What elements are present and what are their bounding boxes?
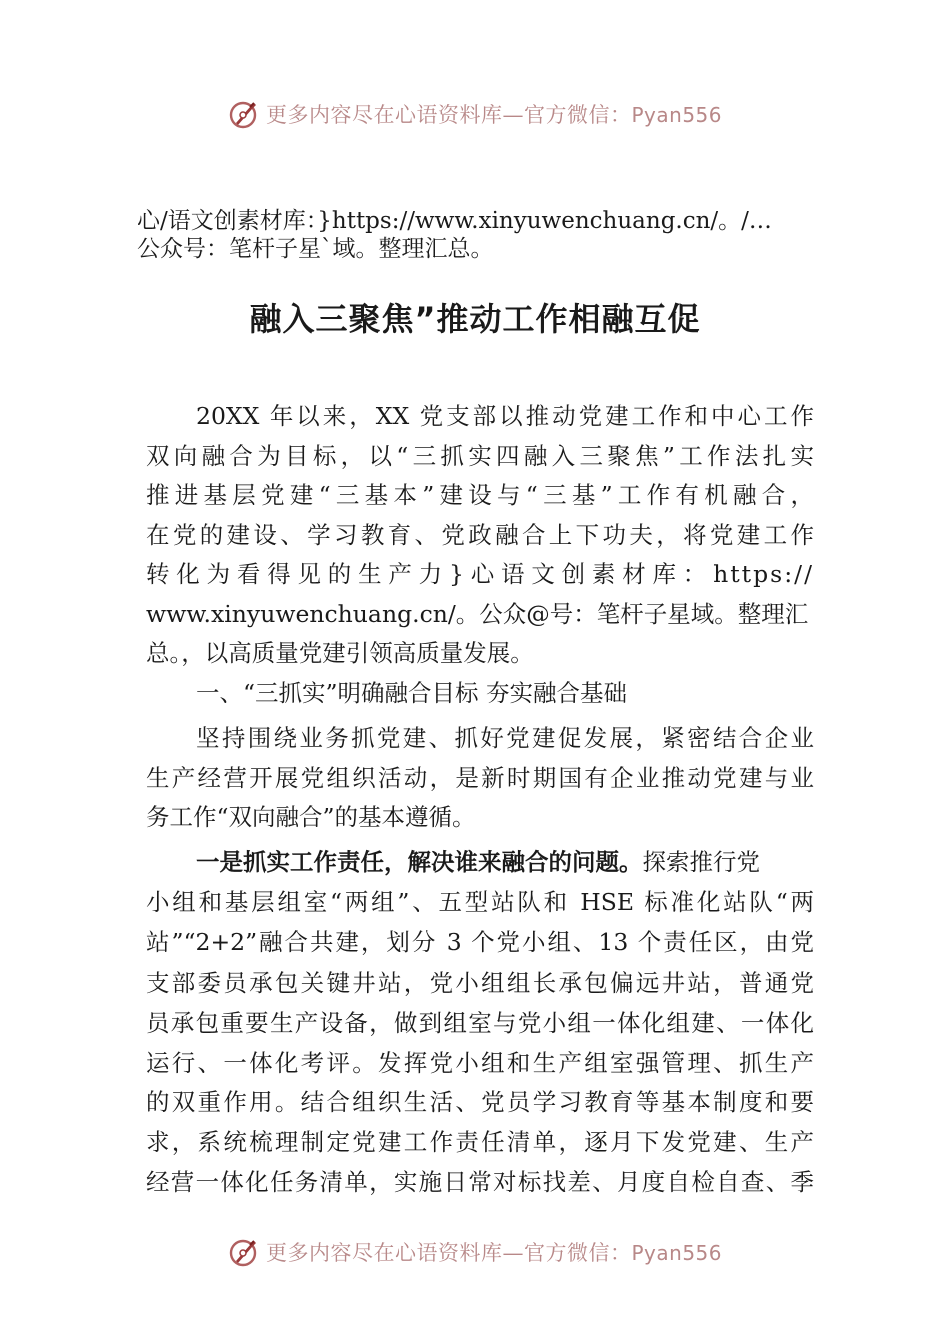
lead-line-rest: 探索推行党 (642, 848, 760, 876)
paragraph-line-with-lead (196, 842, 814, 882)
paragraph-line: 站”“2+2”融合共建，划分 3 个党小组、13 个责任区，由党 (146, 928, 814, 956)
paragraph-line: 运行、一体化考评。发挥党小组和生产组室强管理、抓生产 (146, 1049, 814, 1077)
wechat-handle: Pyan556 (631, 1241, 722, 1265)
paragraph-line: 转化为看得见的生产力}心语文创素材库：https:// (146, 560, 814, 588)
paragraph-line: 员承包重要生产设备，做到组室与党小组一体化组建、一体化 (146, 1009, 814, 1037)
paragraph-line: 求，系统梳理制定党建工作责任清单，逐月下发党建、生产 (146, 1128, 814, 1156)
section-heading: 一、“三抓实”明确融合目标 夯实融合基础 (196, 679, 627, 707)
paragraph-line: 小组和基层组室“两组”、五型站队和 HSE 标准化站队“两 (146, 888, 814, 916)
paragraph-line: 推进基层党建“三基本”建设与“三基”工作有机融合， (146, 481, 814, 509)
paragraph-line: 双向融合为目标，以“三抓实四融入三聚焦”工作法扎实 (146, 442, 814, 470)
banner-text: 更多内容尽在心语资料库—官方微信：Pyan556 (265, 103, 722, 127)
paragraph-line: 支部委员承包关键井站，党小组组长承包偏远井站，普通党 (146, 969, 814, 997)
paragraph-line: 总。，以高质量党建引领高质量发展。 (146, 639, 534, 667)
paragraph-line: www.xinyuwenchuang.cn/。公众@号：笔杆子星域。整理汇 (146, 600, 809, 628)
source-line-2: 公众号：笔杆子星`域。整理汇总。 (137, 236, 494, 262)
document-title: 融入三聚焦”推动工作相融互促 (249, 300, 701, 338)
banner-text: 更多内容尽在心语资料库—官方微信：Pyan556 (265, 1241, 722, 1265)
wechat-handle: Pyan556 (631, 103, 722, 127)
paragraph-line: 坚持围绕业务抓党建、抓好党建促发展，紧密结合企业 (196, 724, 814, 752)
paragraph-line: 在党的建设、学习教育、党政融合上下功夫，将党建工作 (146, 521, 814, 549)
paragraph-line: 经营一体化任务清单，实施日常对标找差、月度自检自查、季 (146, 1168, 814, 1196)
bold-lead-text: 一是抓实工作责任，解决谁来融合的问题。 (196, 848, 643, 876)
header-banner (0, 94, 950, 134)
footer-banner (0, 1232, 950, 1272)
pen-logo-icon (228, 1235, 262, 1269)
source-line-1: 心/语文创素材库：}https://www.xinyuwenchuang.cn/。/… (137, 208, 772, 234)
pen-logo-icon (228, 97, 262, 131)
paragraph-line: 生产经营开展党组织活动，是新时期国有企业推动党建与业 (146, 764, 814, 792)
paragraph-line: 20XX 年以来，XX 党支部以推动党建工作和中心工作 (196, 402, 814, 430)
paragraph-line: 务工作“双向融合”的基本遵循。 (146, 803, 476, 831)
paragraph-line: 的双重作用。结合组织生活、党员学习教育等基本制度和要 (146, 1088, 814, 1116)
